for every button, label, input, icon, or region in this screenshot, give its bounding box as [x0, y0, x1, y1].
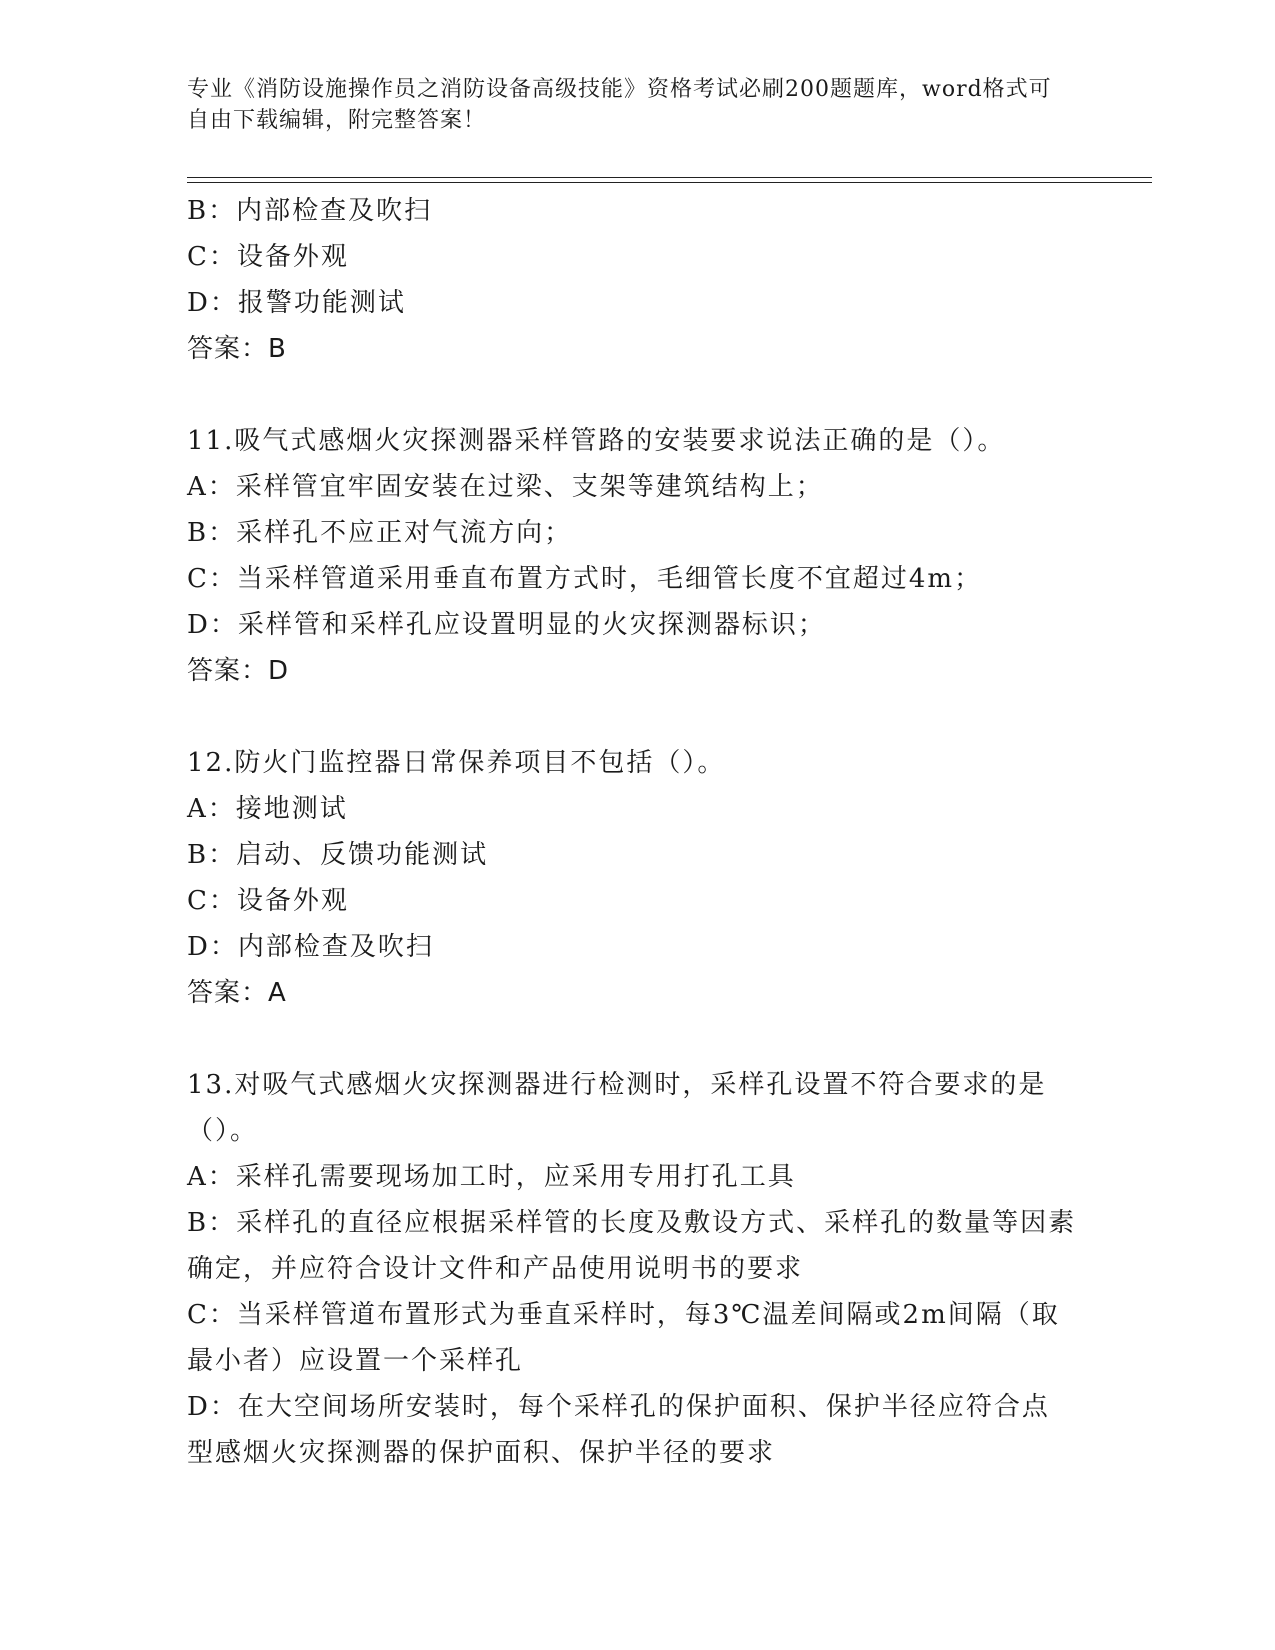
question-11 [187, 418, 1087, 694]
header-rule-bottom [187, 182, 1152, 183]
question-13 [187, 1062, 1087, 1476]
answer-line: 答案：A [187, 978, 287, 1008]
option-d: D：采样管和采样孔应设置明显的火灾探测器标识； [187, 610, 826, 640]
option-d: D：报警功能测试 [187, 288, 406, 318]
spacer [187, 1016, 1087, 1062]
option-c: C：设备外观 [187, 242, 349, 272]
document-body [187, 188, 1087, 1476]
option-d: D：在大空间场所安装时，每个采样孔的保护面积、保护半径应符合点型感烟火灾探测器的保护面积、保护半径的要求 [187, 1392, 1050, 1468]
document-header: 专业《消防设施操作员之消防设备高级技能》资格考试必刷200题题库，word格式可自由下载编辑，附完整答案！ [187, 77, 1052, 133]
option-c: C：设备外观 [187, 886, 349, 916]
question-12 [187, 740, 1087, 1016]
option-a: A：采样孔需要现场加工时，应采用专用打孔工具 [187, 1162, 796, 1192]
option-b: B：内部检查及吹扫 [187, 196, 433, 226]
option-a: A：采样管宜牢固安装在过梁、支架等建筑结构上； [187, 472, 824, 502]
answer-line: 答案：D [187, 656, 290, 686]
spacer [187, 372, 1087, 418]
header-rule-top [187, 177, 1152, 178]
option-a: A：接地测试 [187, 794, 348, 824]
option-b: B：采样孔不应正对气流方向； [187, 518, 573, 548]
question-stem: 13.对吸气式感烟火灾探测器进行检测时，采样孔设置不符合要求的是（）。 [187, 1070, 1047, 1146]
spacer [187, 694, 1087, 740]
answer-line: 答案：B [187, 334, 287, 364]
option-d: D：内部检查及吹扫 [187, 932, 434, 962]
question-stem: 12.防火门监控器日常保养项目不包括（）。 [187, 748, 726, 778]
previous-question-tail [187, 188, 1087, 372]
option-c: C：当采样管道采用垂直布置方式时，毛细管长度不宜超过4m； [187, 564, 983, 594]
option-c: C：当采样管道布置形式为垂直采样时，每3℃温差间隔或2m间隔（取最小者）应设置一个采样孔 [187, 1300, 1060, 1376]
option-b: B：采样孔的直径应根据采样管的长度及敷设方式、采样孔的数量等因素确定，并应符合设计文件和产品使用说明书的要求 [187, 1208, 1077, 1284]
option-b: B：启动、反馈功能测试 [187, 840, 489, 870]
question-stem: 11.吸气式感烟火灾探测器采样管路的安装要求说法正确的是（）。 [187, 426, 1006, 456]
